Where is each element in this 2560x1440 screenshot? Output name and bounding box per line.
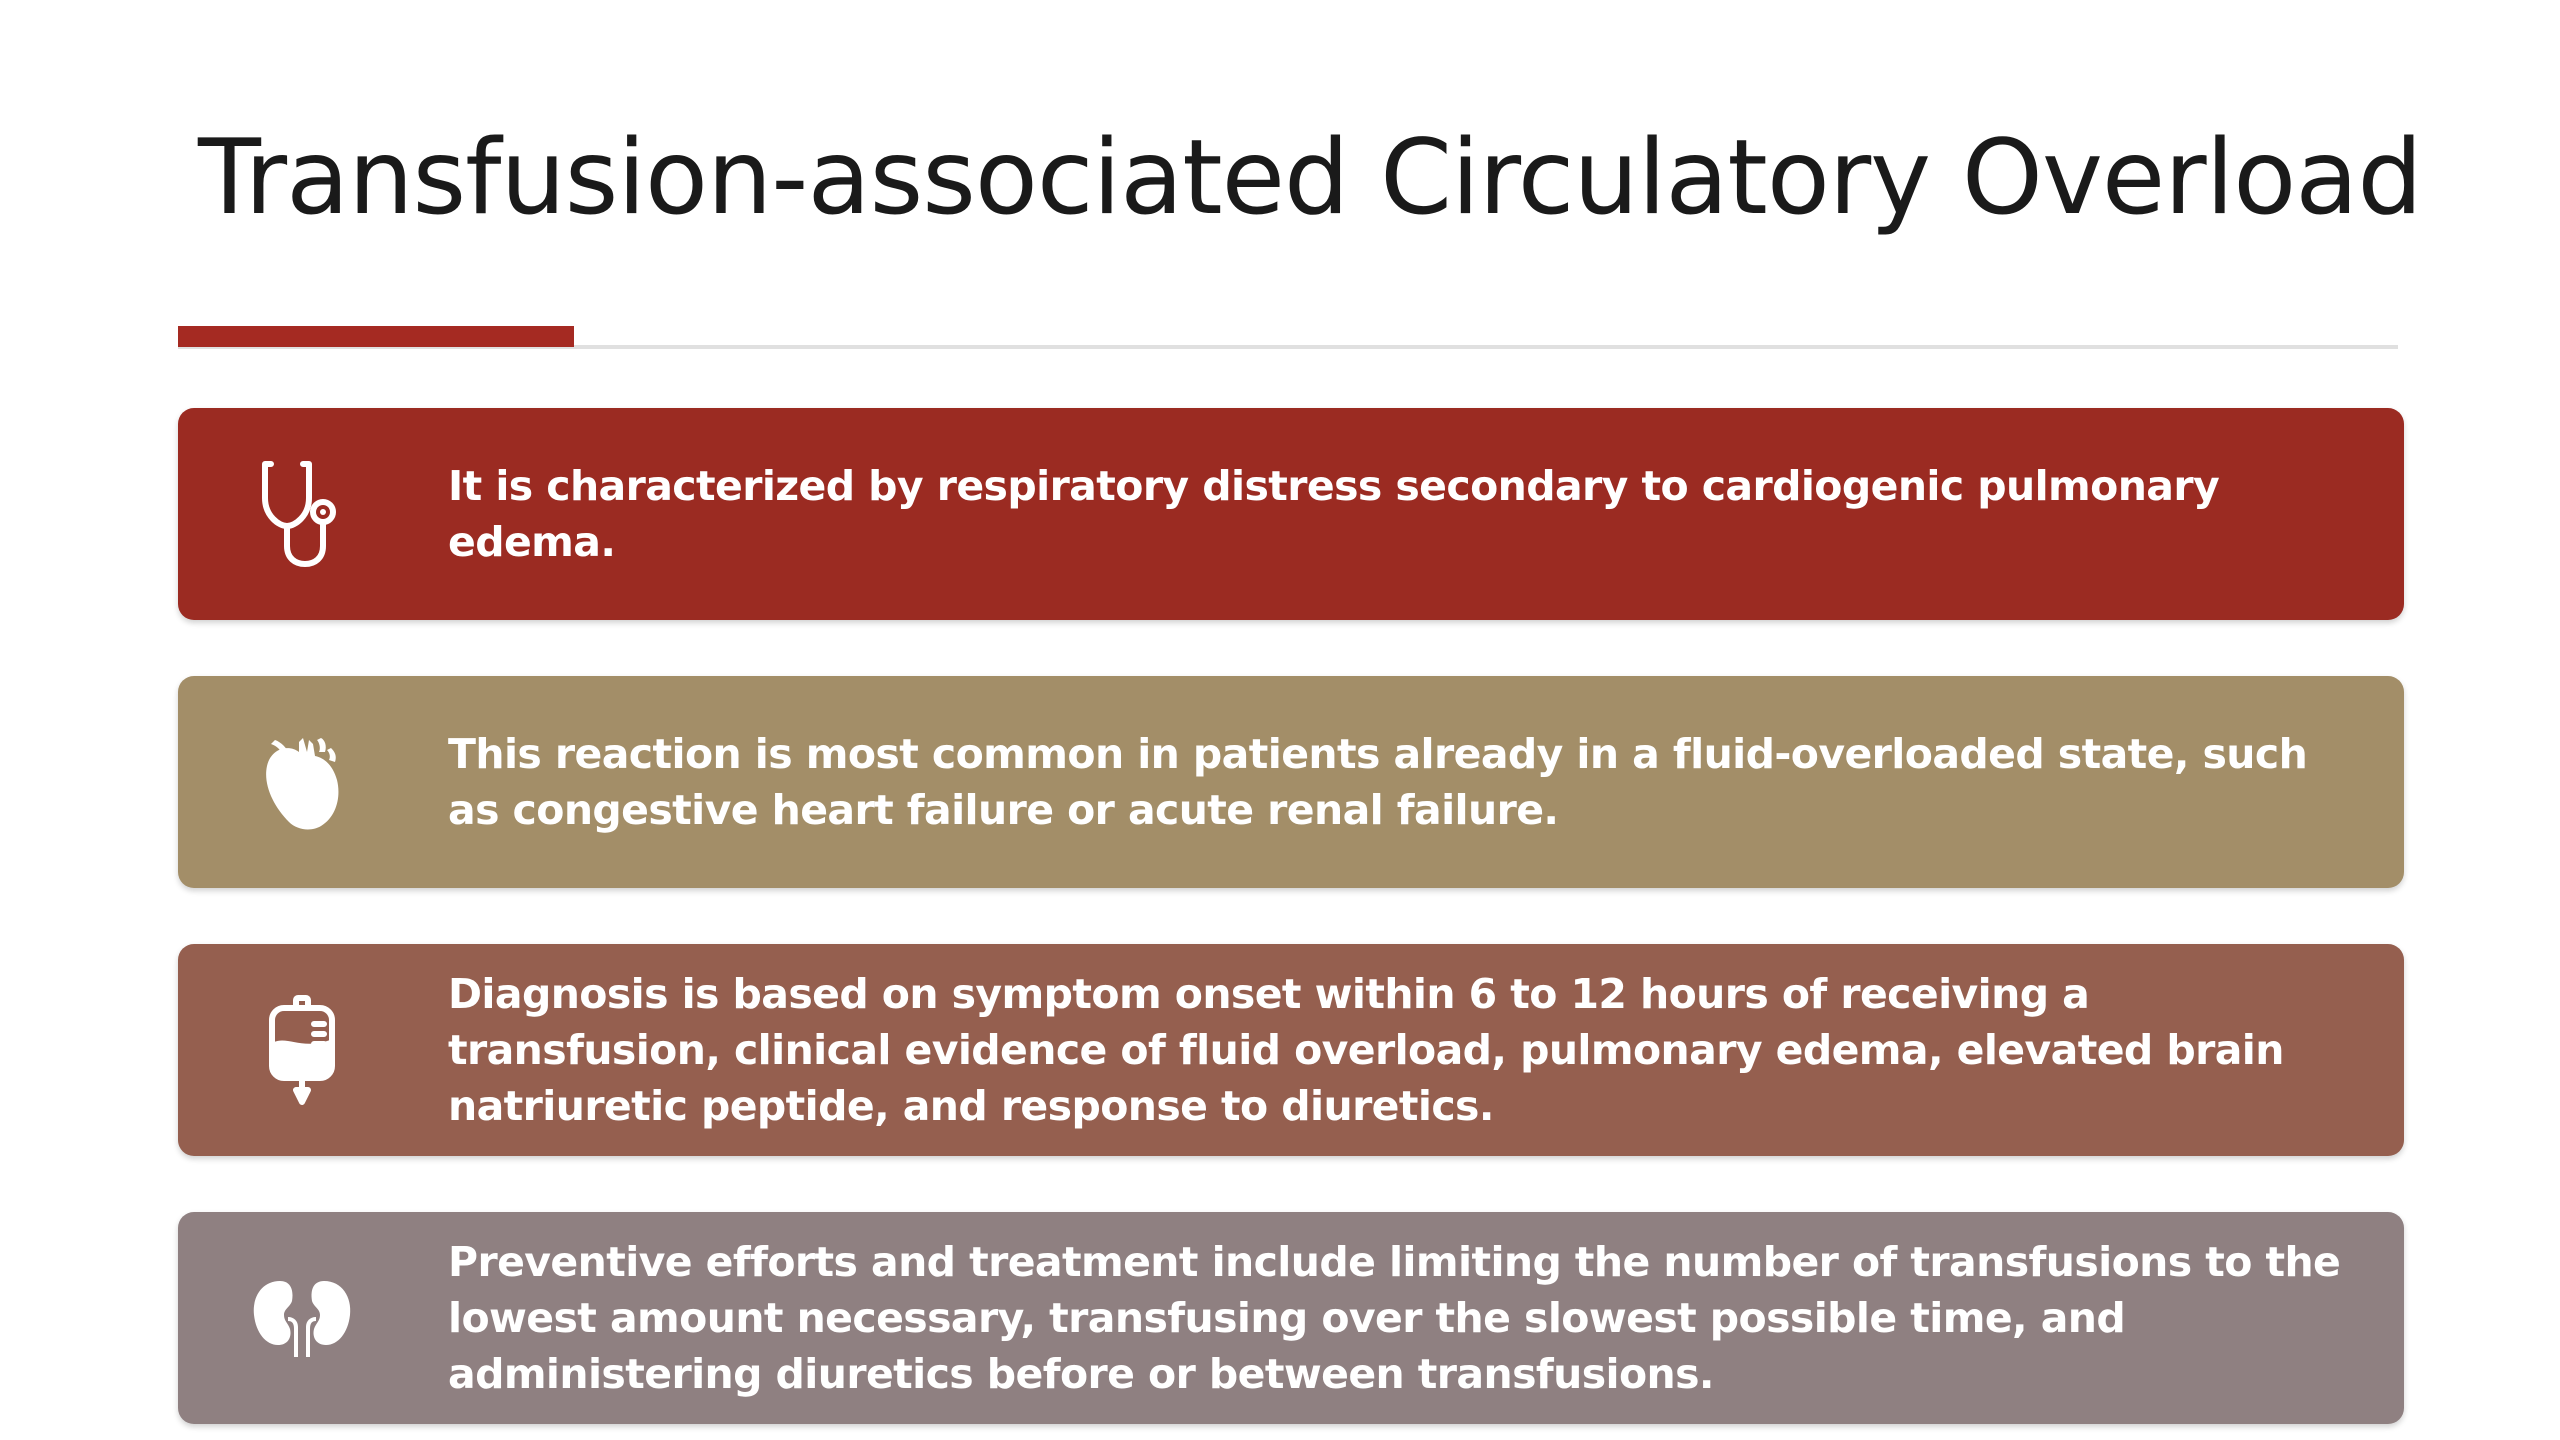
title-accent-bar xyxy=(178,326,574,347)
card-text: Preventive efforts and treatment include limiting the number of transfusions to the lowest amount necessary, transfusing over the slowest possible time, and administering diuretics before or between transfusions. xyxy=(448,1238,2341,1398)
heart-organ-icon xyxy=(250,722,354,842)
info-card-diagnosis xyxy=(178,944,2404,1156)
kidneys-icon xyxy=(250,1258,354,1378)
card-text: It is characterized by respiratory distress secondary to cardiogenic pulmonary edema. xyxy=(448,462,2220,566)
card-text: This reaction is most common in patients already in a fluid-overloaded state, such as congestive heart failure or acute renal failure. xyxy=(448,730,2308,834)
info-card-risk-factors xyxy=(178,676,2404,888)
slide-title: Transfusion-associated Circulatory Overload xyxy=(198,118,2422,238)
info-card-characterization xyxy=(178,408,2404,620)
blood-bag-icon xyxy=(250,990,354,1110)
info-card-prevention xyxy=(178,1212,2404,1424)
card-text: Diagnosis is based on symptom onset within 6 to 12 hours of receiving a transfusion, clinical evidence of fluid overload, pulmonary edema, elevated brain natriuretic peptide, and response to diuretics. xyxy=(448,970,2284,1130)
stethoscope-icon xyxy=(250,454,354,574)
